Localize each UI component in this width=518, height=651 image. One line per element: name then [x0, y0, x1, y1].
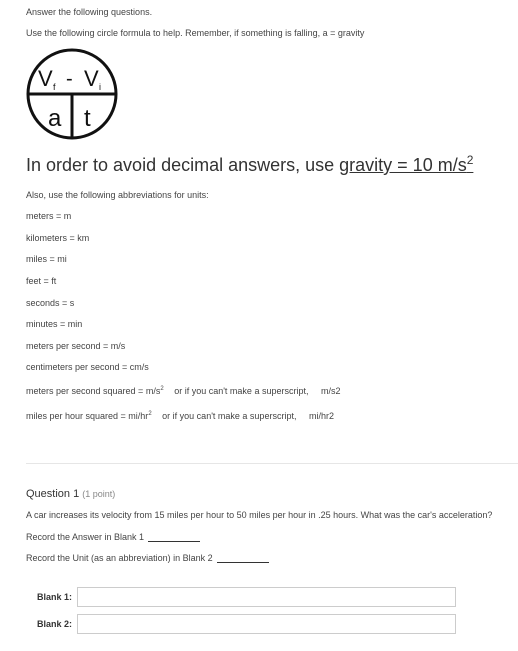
mph2-label: miles per hour squared = mi/hr: [26, 411, 149, 421]
formula-vf-sub: f: [53, 82, 56, 92]
unit-item-meters: meters = m: [26, 211, 72, 221]
unit-item-mph-squared: [26, 411, 334, 421]
unit-item-seconds: seconds = s: [26, 298, 75, 308]
unit-item-kilometers: kilometers = km: [26, 233, 90, 243]
record-answer-line: [26, 532, 200, 542]
record-unit-line: [26, 553, 269, 563]
mps2-alt-value: m/s2: [320, 386, 341, 396]
blank-2-input[interactable]: [77, 614, 456, 634]
formula-t: t: [84, 105, 91, 132]
blank-2-underline: [217, 553, 269, 563]
unit-item-miles: miles = mi: [26, 254, 67, 264]
formula-vi-sub: i: [99, 82, 101, 92]
formula-vi-v: V: [84, 66, 99, 91]
circle-formula-diagram: [26, 48, 118, 140]
unit-item-minutes: minutes = min: [26, 319, 83, 329]
heading-prefix: In order to avoid decimal answers, use: [26, 155, 340, 175]
question-title: Question 1: [26, 488, 80, 500]
unit-item-meters-per-second: meters per second = m/s: [26, 341, 126, 351]
blank-1-label: Blank 1:: [37, 592, 73, 602]
blank-2-label: Blank 2:: [37, 619, 73, 629]
question-header: [26, 488, 115, 500]
section-divider: [26, 463, 518, 464]
heading-gravity-text: gravity = 10 m/s: [339, 155, 467, 175]
question-text: A car increases its velocity from 15 miles per hour to 50 miles per hour in .25 hours. What was the car's acceleration?: [26, 510, 493, 520]
blank-1-input[interactable]: [77, 587, 456, 607]
heading-gravity: [339, 155, 473, 175]
mph2-alt-value: mi/hr2: [308, 411, 334, 421]
record-answer-text: Record the Answer in Blank 1: [26, 532, 145, 542]
circle-formula-svg: [26, 48, 118, 140]
mps2-sup: 2: [160, 386, 164, 392]
blank-1-underline: [148, 532, 200, 542]
formula-minus: -: [66, 68, 73, 90]
heading-gravity-sup: 2: [466, 153, 474, 167]
gravity-heading: [26, 153, 473, 176]
instructions-line-1: Answer the following questions.: [26, 7, 153, 17]
record-unit-text: Record the Unit (as an abbreviation) in Blank 2: [26, 553, 213, 563]
formula-vf-v: V: [38, 66, 53, 91]
formula-a: a: [48, 105, 62, 132]
mph2-alt-text: or if you can't make a superscript,: [162, 411, 297, 421]
abbreviations-intro: Also, use the following abbreviations for units:: [26, 190, 209, 200]
instructions-line-2: Use the following circle formula to help. Remember, if something is falling, a = gravity: [26, 28, 365, 38]
unit-item-feet: feet = ft: [26, 276, 57, 286]
mph2-sup: 2: [148, 411, 152, 417]
mps2-label: meters per second squared = m/s: [26, 386, 161, 396]
unit-item-centimeters-per-second: centimeters per second = cm/s: [26, 362, 149, 372]
question-points: (1 point): [82, 489, 116, 499]
mps2-alt-text: or if you can't make a superscript,: [174, 386, 309, 396]
unit-item-mps-squared: [26, 386, 341, 396]
